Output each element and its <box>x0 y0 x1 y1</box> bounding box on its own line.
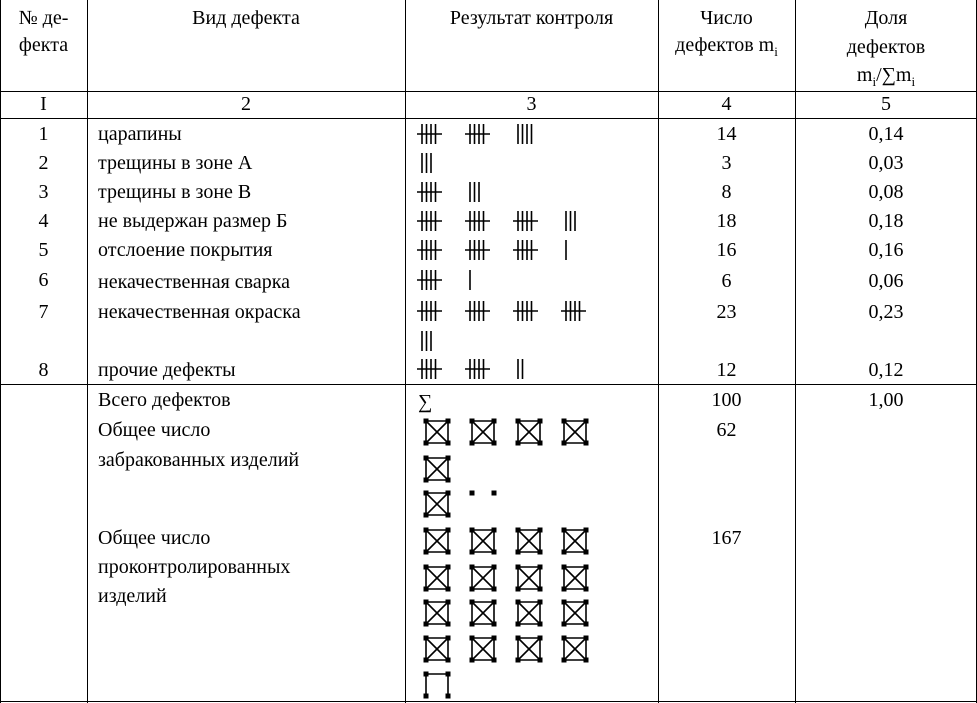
row-6-number: 6 <box>38 269 49 291</box>
row-4-name: не выдержан размер Б <box>98 210 288 232</box>
column-number-5: 5 <box>881 93 891 115</box>
tally-dot <box>492 491 497 496</box>
tally-dot <box>470 491 475 496</box>
row-1-count: 14 <box>716 123 737 145</box>
row-8-name: прочие дефекты <box>98 359 236 381</box>
inspected-label-line3: изделий <box>98 585 167 607</box>
total-share: 1,00 <box>868 389 904 411</box>
row-5-number: 5 <box>38 239 49 261</box>
row-4-number: 4 <box>38 210 49 232</box>
row-6-count: 6 <box>721 270 732 292</box>
row-2-share: 0,03 <box>868 152 904 174</box>
header-count-line1: Число <box>700 7 753 29</box>
rejected-count: 62 <box>716 419 737 441</box>
header-number-line2: фекта <box>18 34 69 56</box>
column-number-4: 4 <box>721 93 732 115</box>
row-2-name: трещины в зоне А <box>98 152 253 174</box>
inspected-count: 167 <box>711 527 742 549</box>
header-share-sub2: i <box>911 74 916 89</box>
header-share-line2: дефектов <box>846 36 926 58</box>
row-8-number: 8 <box>38 359 49 381</box>
inspected-label-line1: Общее число <box>98 527 211 549</box>
row-4-count: 18 <box>716 210 737 232</box>
column-number-2: 2 <box>241 93 251 115</box>
header-number-line1: № де- <box>18 7 69 29</box>
rejected-label-line1: Общее число <box>98 419 211 441</box>
header-share-sub1: i <box>872 74 877 89</box>
row-1-share: 0,14 <box>868 123 904 145</box>
row-6-name: некачественная сварка <box>98 271 291 293</box>
column-number-1: I <box>40 93 47 115</box>
rejected-label-line2: забракованных изделий <box>98 449 300 471</box>
row-7-count: 23 <box>716 301 737 323</box>
row-1-name: царапины <box>98 123 182 145</box>
header-share-m: m <box>856 64 873 86</box>
row-4-share: 0,18 <box>868 210 904 232</box>
row-8-share: 0,12 <box>868 359 904 381</box>
row-5-count: 16 <box>716 239 737 261</box>
header-share-line1: Доля <box>864 7 908 29</box>
row-3-number: 3 <box>38 181 49 203</box>
header-share-sum: /∑m <box>876 64 912 86</box>
header-count-text: дефектов m <box>675 34 775 56</box>
header-defect-type: Вид дефекта <box>192 7 300 29</box>
row-7-name: некачественная окраска <box>98 301 301 323</box>
row-2-number: 2 <box>38 152 49 174</box>
row-1-number: 1 <box>38 123 49 145</box>
header-count-subscript: i <box>774 44 778 59</box>
row-3-count: 8 <box>721 181 732 203</box>
row-3-share: 0,08 <box>868 181 904 203</box>
header-result: Результат контроля <box>449 7 614 29</box>
row-5-name: отслоение покрытия <box>98 239 273 261</box>
total-count: 100 <box>711 389 742 411</box>
row-7-share: 0,23 <box>868 301 904 323</box>
row-5-share: 0,16 <box>868 239 904 261</box>
row-3-name: трещины в зоне В <box>98 181 252 203</box>
row-7-number: 7 <box>38 301 49 323</box>
total-sum-symbol: ∑ <box>418 391 433 413</box>
row-2-count: 3 <box>721 152 732 174</box>
total-label: Всего дефектов <box>98 389 231 411</box>
row-6-share: 0,06 <box>868 270 904 292</box>
inspected-label-line2: проконтролированных <box>98 556 291 578</box>
row-8-count: 12 <box>716 359 737 381</box>
column-number-3: 3 <box>526 93 537 115</box>
